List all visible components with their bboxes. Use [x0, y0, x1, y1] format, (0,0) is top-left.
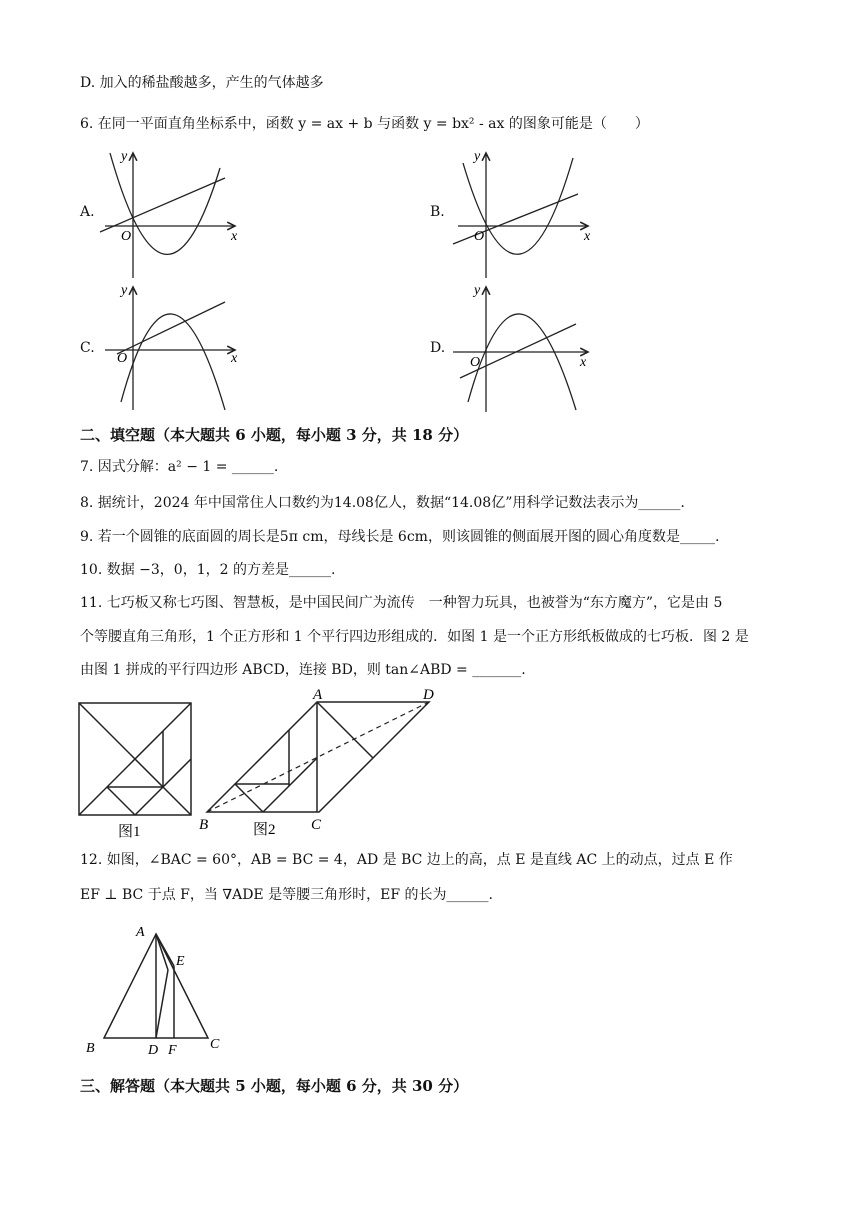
point-b-label: B — [199, 817, 209, 833]
question-8: 8. 据统计，2024 年中国常住人口数约为14.08亿人，数据“14.08亿”用科学记数法表示为______. — [80, 495, 685, 511]
option-c-graph — [95, 282, 255, 417]
origin-label: O — [470, 355, 481, 370]
point-f-label: F — [168, 1043, 177, 1058]
y-label: y — [121, 149, 128, 164]
x-label: x — [231, 351, 238, 366]
option-a-label: A. — [80, 204, 95, 220]
line — [453, 194, 578, 244]
point-d-label: D — [423, 687, 434, 703]
question-7: 7. 因式分解：a² − 1 = ______. — [80, 459, 279, 475]
question-6: 6. 在同一平面直角坐标系中，函数 y = ax + b 与函数 y = bx² - ax 的图象可能是（ ） — [80, 116, 649, 132]
y-label: y — [121, 283, 128, 298]
option-d-graph — [448, 282, 608, 417]
point-c-label: C — [311, 817, 322, 833]
parabola — [121, 314, 225, 410]
q5-option-d: D. 加入的稀盐酸越多，产生的气体越多 — [80, 75, 324, 91]
tangram-figure-1 — [78, 702, 193, 842]
parabola — [468, 314, 576, 410]
point-a-label: A — [313, 687, 323, 703]
point-d-label: D — [148, 1043, 159, 1058]
origin-label: O — [117, 351, 128, 366]
option-a-graph — [95, 148, 255, 283]
option-d-label: D. — [430, 340, 446, 356]
origin-label: O — [121, 229, 132, 244]
option-c-label: C. — [80, 340, 95, 356]
question-11-line1: 11. 七巧板又称七巧图、智慧板，是中国民间广为流传 一种智力玩具，也被誉为“东方魔方”，它是由 5 — [80, 595, 723, 611]
line — [100, 178, 225, 232]
y-label: y — [474, 149, 481, 164]
fig2-caption: 图2 — [253, 822, 276, 838]
question-10: 10. 数据 −3，0，1，2 的方差是______. — [80, 562, 336, 578]
point-a-label: A — [136, 925, 145, 940]
question-9: 9. 若一个圆锥的底面圆的周长是5π cm，母线长是 6cm，则该圆锥的侧面展开图的圆心角度数是_____. — [80, 529, 720, 545]
point-c-label: C — [210, 1037, 220, 1052]
question-12-line2: EF ⊥ BC 于点 F，当 ∇ADE 是等腰三角形时，EF 的长为______. — [80, 887, 493, 903]
x-label: x — [584, 229, 591, 244]
point-b-label: B — [86, 1041, 95, 1056]
fig1-caption: 图1 — [118, 824, 141, 840]
x-label: x — [580, 355, 587, 370]
y-label: y — [474, 283, 481, 298]
tangram-figure-2 — [195, 686, 445, 836]
question-11-line2: 个等腰直角三角形，1 个正方形和 1 个平行四边形组成的．如图 1 是一个正方形纸板做成的七巧板．图 2 是 — [80, 629, 749, 645]
section-solve-title: 三、解答题（本大题共 5 小题，每小题 6 分，共 30 分） — [80, 1077, 469, 1095]
question-11-line3: 由图 1 拼成的平行四边形 ABCD，连接 BD，则 tan∠ABD = _______. — [80, 662, 526, 678]
question-12-line1: 12. 如图，∠BAC = 60°，AB = BC = 4，AD 是 BC 边上的高，点 E 是直线 AC 上的动点，过点 E 作 — [80, 852, 733, 868]
point-e-label: E — [176, 954, 185, 969]
option-b-graph — [448, 148, 608, 283]
section-fill-in-title: 二、填空题（本大题共 6 小题，每小题 3 分，共 18 分） — [80, 426, 469, 444]
x-label: x — [231, 229, 238, 244]
origin-label: O — [474, 229, 485, 244]
option-b-label: B. — [430, 204, 445, 220]
triangle-figure — [84, 920, 229, 1060]
